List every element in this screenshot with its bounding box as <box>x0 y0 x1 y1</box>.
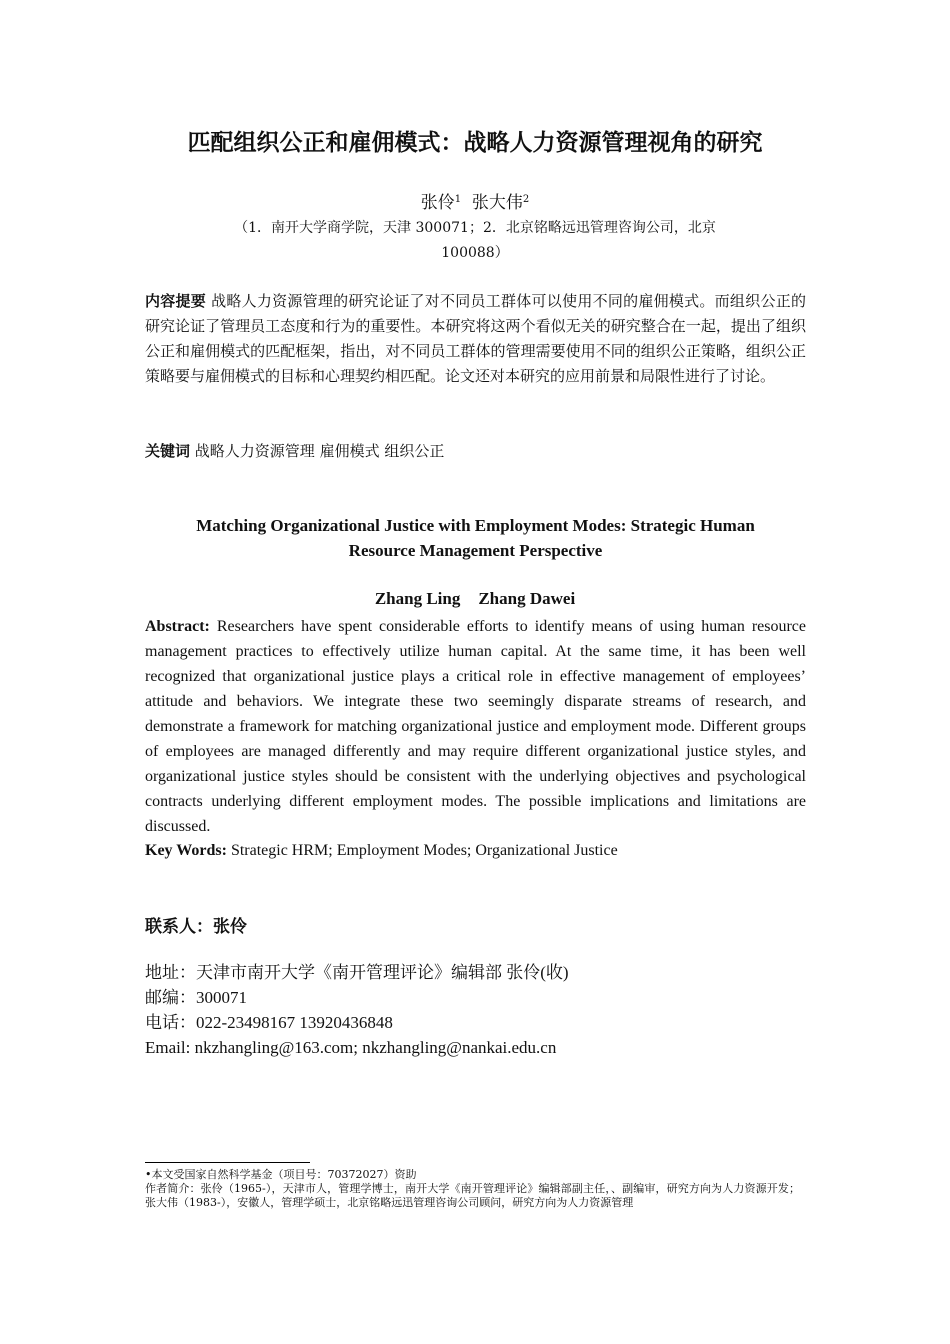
keywords-en-text: Strategic HRM; Employment Modes; Organizational Justice <box>230 842 618 859</box>
abstract-cn-label: 内容提要 <box>145 292 207 310</box>
footnote-divider <box>145 1162 310 1163</box>
footnote-funding: •本文受国家自然科学基金（项目号：70372027）资助 <box>145 1168 417 1181</box>
keywords-en-label: Key Words: <box>145 842 227 859</box>
title-en-line-1: Matching Organizational Justice with Employment Modes: Strategic Human <box>196 516 755 535</box>
title-en-line-2: Resource Management Perspective <box>348 541 603 560</box>
contact-phone: 电话：022-23498167 13920436848 <box>145 1013 393 1032</box>
abstract-en-label: Abstract: <box>145 618 210 635</box>
abstract-en-text: Researchers have spent considerable efforts to identify means of using human resource management practices to effectively utilize human capital. At the same time, it has been well recognized that organizational justice plays a critical role in effective management of employees’ attitude and behaviors. We integrate these two seemingly disparate streams of research, and demonstrate a framework for matching organizational justice and employment mode. Different groups of employees are managed differently and may require different organizational justice styles, and organizational justice styles should be consistent with the underlying objectives and psychological contracts underlying different employment modes. The possible implications and limitations are discussed. <box>145 618 807 835</box>
contact-heading: 联系人：张伶 <box>145 917 247 937</box>
paper-title-en <box>145 513 806 563</box>
contact-postcode: 邮编：300071 <box>145 988 247 1007</box>
author-1-name-en: Zhang Ling <box>374 589 461 608</box>
paper-title-cn: 匹配组织公正和雇佣模式：战略人力资源管理视角的研究 <box>187 129 763 156</box>
affiliation-line-1: （1．南开大学商学院，天津 300071；2．北京铭略远迅管理咨询公司，北京 <box>234 220 716 236</box>
abstract-en <box>145 614 806 839</box>
author-1-name: 张伶 <box>420 193 455 213</box>
affiliations <box>200 216 750 266</box>
author-2-affil-mark: 2 <box>522 194 530 205</box>
keywords-cn <box>145 439 806 464</box>
authors-cn <box>0 188 950 213</box>
author-2-name-en: Zhang Dawei <box>478 589 576 608</box>
affiliation-line-2: 100088） <box>441 245 509 261</box>
keywords-en <box>145 838 806 863</box>
contact-email: Email: nkzhangling@163.com; nkzhangling@nankai.edu.cn <box>145 1038 557 1057</box>
footnote <box>145 1168 800 1210</box>
footnote-author-bio: 作者简介：张伶（1965-），天津市人，管理学博士，南开大学《南开管理评论》编辑部副主任，、副编审，研究方向为人力资源开发；张大伟（1983-），安徽人，管理学硕士，北京铭略远迅管理咨询公司顾问，研究方向为人力资源管理 <box>145 1182 800 1209</box>
abstract-cn <box>145 289 806 389</box>
authors-en <box>0 589 950 609</box>
keywords-cn-label: 关键词 <box>145 442 191 460</box>
author-1-affil-mark: 1 <box>454 194 462 205</box>
contact-address: 地址：天津市南开大学《南开管理评论》编辑部 张伶(收) <box>145 963 569 982</box>
contact-details <box>145 960 569 1060</box>
author-2-name: 张大伟 <box>471 193 523 213</box>
keywords-cn-text: 战略人力资源管理 雇佣模式 组织公正 <box>194 442 445 460</box>
abstract-cn-text: 战略人力资源管理的研究论证了对不同员工群体可以使用不同的雇佣模式。而组织公正的研究论证了管理员工态度和行为的重要性。本研究将这两个看似无关的研究整合在一起，提出了组织公正和雇佣模式的匹配框架，指出，对不同员工群体的管理需要使用不同的组织公正策略，组织公正策略要与雇佣模式的目标和心理契约相匹配。论文还对本研究的应用前景和局限性进行了讨论。 <box>145 292 806 385</box>
